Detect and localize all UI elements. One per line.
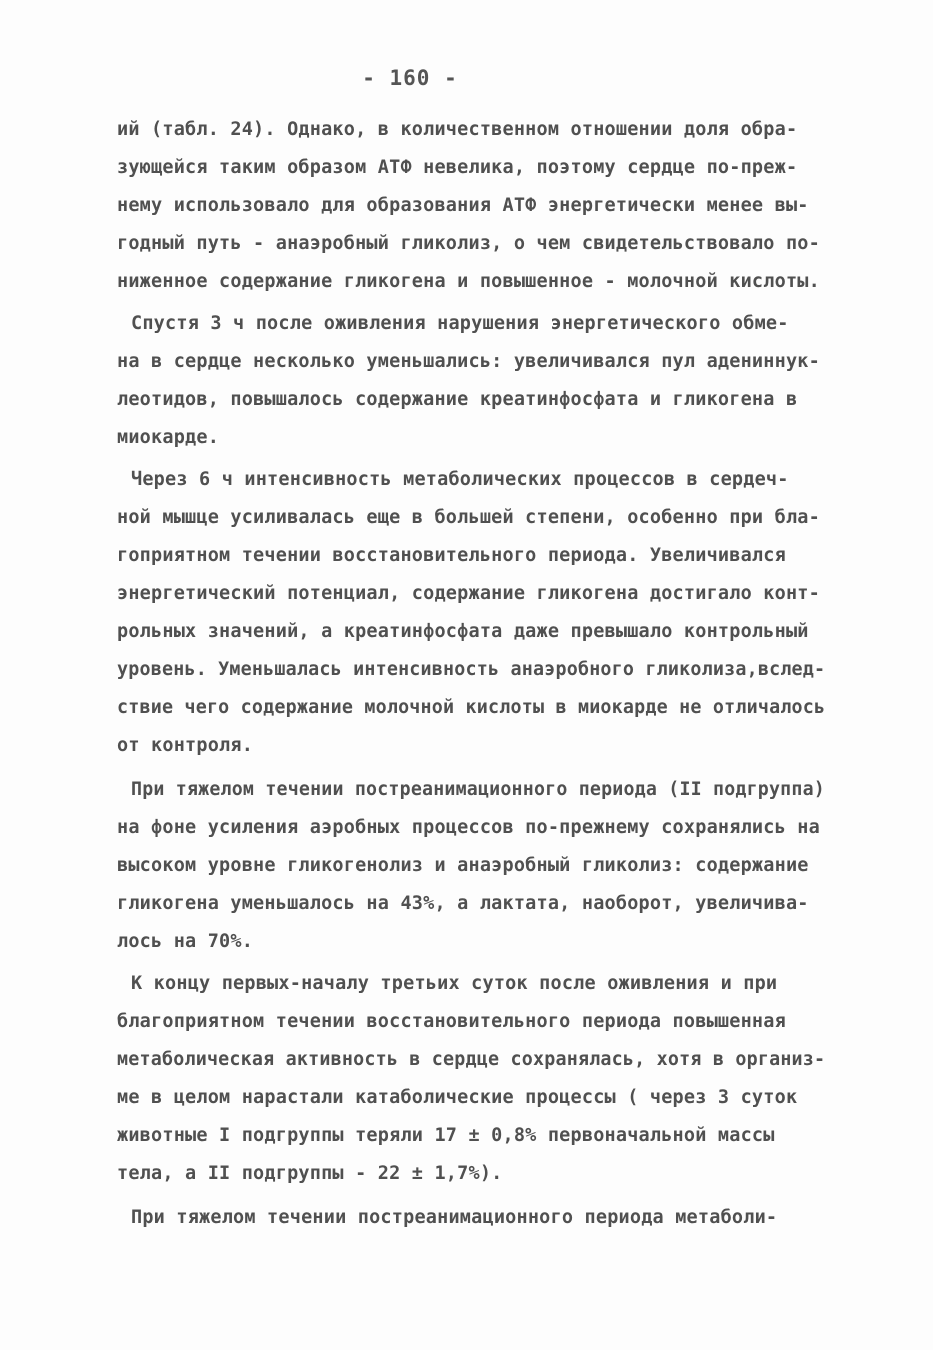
text-line: на в сердце несколько уменьшались: увеличивался пул адениннук- <box>117 351 820 372</box>
text-line: уровень. Уменьшалась интенсивность анаэробного гликолиза,вслед- <box>117 659 826 680</box>
text-line: ий (табл. 24). Однако, в количественном отношении доля обра- <box>117 119 798 140</box>
text-line: от контроля. <box>117 735 254 756</box>
text-line: нему использовало для образования АТФ энергетически менее вы- <box>117 195 809 216</box>
text-line: При тяжелом течении постреанимационного периода метаболи- <box>131 1207 778 1228</box>
text-line: тела, а II подгруппы - 22 ± 1,7%). <box>117 1163 503 1184</box>
text-line: ниженное содержание гликогена и повышенное - молочной кислоты. <box>117 271 820 292</box>
text-line: Через 6 ч интенсивность метаболических процессов в сердеч- <box>131 469 789 490</box>
text-line: ме в целом нарастали катаболические процессы ( через 3 суток <box>117 1087 798 1108</box>
text-line: Спустя 3 ч после оживления нарушения энергетического обме- <box>131 313 789 334</box>
text-line: благоприятном течении восстановительного периода повышенная <box>117 1011 786 1032</box>
page-number: - 160 - <box>362 66 458 90</box>
text-line: животные I подгруппы теряли 17 ± 0,8% первоначальной массы <box>117 1125 775 1146</box>
text-line: рольных значений, а креатинфосфата даже превышало контрольный <box>117 621 809 642</box>
text-line: гликогена уменьшалось на 43%, а лактата, наоборот, увеличива- <box>117 893 809 914</box>
text-line: на фоне усиления аэробных процессов по-прежнему сохранялись на <box>117 817 820 838</box>
text-line: годный путь - анаэробный гликолиз, о чем свидетельствовало по- <box>117 233 820 254</box>
text-line: метаболическая активность в сердце сохранялась, хотя в организ- <box>117 1049 826 1070</box>
text-line: лось на 70%. <box>117 931 254 952</box>
text-line: При тяжелом течении постреанимационного периода (II подгруппа) <box>131 779 825 800</box>
text-line: ной мышце усиливалась еще в большей степени, особенно при бла- <box>117 507 820 528</box>
text-line: леотидов, повышалось содержание креатинфосфата и гликогена в <box>117 389 798 410</box>
text-line: гоприятном течении восстановительного периода. Увеличивался <box>117 545 786 566</box>
text-line: высоком уровне гликогенолиз и анаэробный гликолиз: содержание <box>117 855 809 876</box>
text-line: ствие чего содержание молочной кислоты в миокарде не отличалось <box>117 697 826 718</box>
text-line: миокарде. <box>117 427 220 448</box>
text-line: зующейся таким образом АТФ невелика, поэтому сердце по-преж- <box>117 157 798 178</box>
text-line: К концу первых-началу третьих суток после оживления и при <box>131 973 778 994</box>
text-line: энергетический потенциал, содержание гликогена достигало конт- <box>117 583 820 604</box>
